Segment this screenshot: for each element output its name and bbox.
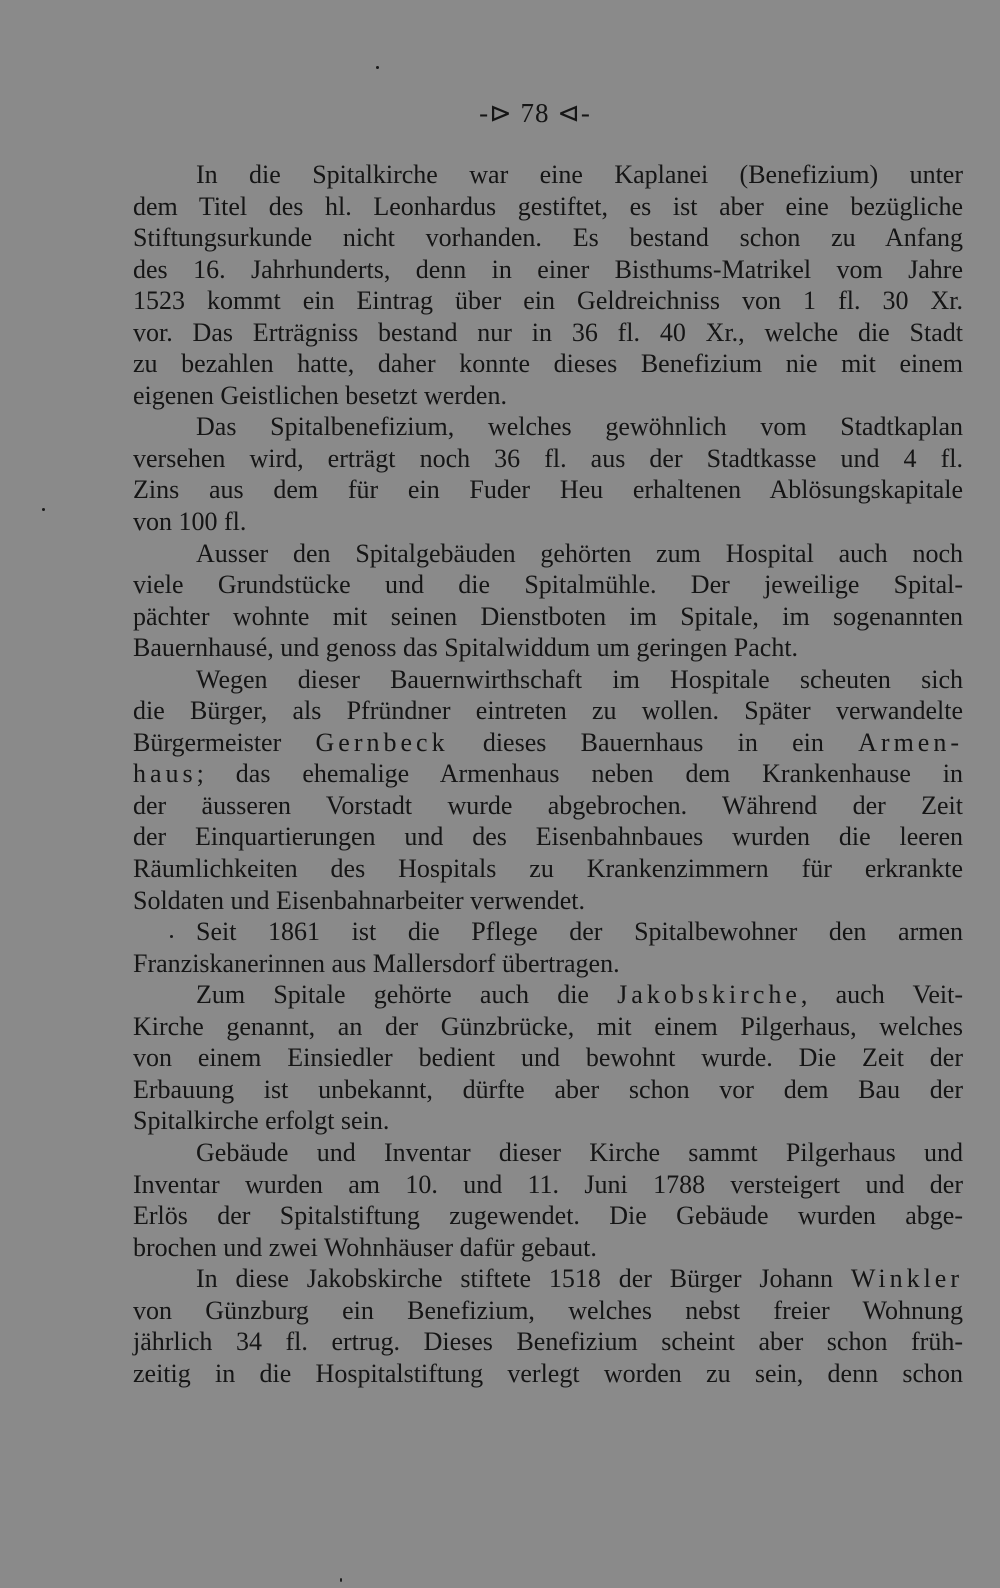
spaced-emphasis-text: Armen- [858,727,963,757]
text-line: vor. Das Erträgniss bestand nur in 36 fl. 40 Xr., welche die Stadt [133,317,963,347]
text-line: Seit 1861 ist die Pflege der Spitalbewohner den armen [196,917,963,947]
text-line: Ausser den Spitalgebäuden gehörten zum Hospital auch noch [196,538,963,568]
text-segment: Zum Spitale gehörte auch die [196,980,618,1010]
text-line: des 16. Jahrhunderts, denn in einer Bisthums-Matrikel vom Jahre [133,254,963,284]
text-line: Inventar wurden am 10. und 11. Juni 1788 versteigert und der [133,1169,963,1199]
scan-speck [376,66,379,69]
text-line: brochen und zwei Wohnhäuser dafür gebaut. [133,1232,597,1262]
scan-speck [42,508,45,511]
text-line: dem Titel des hl. Leonhardus gestiftet, es ist aber eine bezügliche [133,191,963,221]
text-line: Stiftungsurkunde nicht vorhanden. Es bestand schon zu Anfang [133,223,963,253]
spaced-emphasis-text: Gernbeck [315,727,449,757]
text-line: Spitalkirche erfolgt sein. [133,1106,390,1136]
text-line: Das Spitalbenefizium, welches gewöhnlich vom Stadtkaplan [196,412,963,442]
spaced-emphasis-text: Jakobskirche [617,980,801,1010]
text-line [133,979,963,1011]
text-line: jährlich 34 fl. ertrug. Dieses Benefizium scheint aber schon früh- [133,1327,963,1357]
text-line: Räumlichkeiten des Hospitals zu Krankenzimmern für erkrankte [133,854,963,884]
text-line: 1523 kommt ein Eintrag über ein Geldreichniss von 1 fl. 30 Xr. [133,286,963,316]
text-line: die Bürger, als Pfründner eintreten zu wollen. Später verwandelte [133,696,963,726]
page-number: -⊳ 78 ⊲- [479,98,591,128]
text-segment: , auch Veit- [800,980,963,1010]
spaced-emphasis-text: haus [133,759,197,789]
spaced-emphasis-text: Winkler [850,1264,963,1294]
text-line: Kirche genannt, an der Günzbrücke, mit einem Pilgerhaus, welches [133,1011,963,1041]
scan-speck [340,1578,342,1582]
text-segment: dieses Bauernhaus in ein [448,727,859,757]
text-line: zeitig in die Hospitalstiftung verlegt worden zu sein, denn schon [133,1358,963,1388]
text-line: eigenen Geistlichen besetzt werden. [133,380,507,410]
text-line: zu bezahlen hatte, daher konnte dieses Benefizium nie mit einem [133,349,963,379]
text-line: In die Spitalkirche war eine Kaplanei (Benefizium) unter [196,160,963,189]
text-line: Erlös der Spitalstiftung zugewendet. Die Gebäude wurden abge- [133,1201,963,1231]
text-line: von Günzburg ein Benefizium, welches nebst freier Wohnung [133,1295,963,1325]
text-line [133,758,963,790]
scan-speck [170,935,173,938]
text-segment: In diese Jakobskirche stiftete 1518 der Bürger Johann [196,1264,851,1294]
text-line: der Einquartierungen und des Eisenbahnbaues wurden die leeren [133,822,963,852]
text-line: Franziskanerinnen aus Mallersdorf übertragen. [133,948,620,978]
text-line [133,727,963,759]
text-line: Wegen dieser Bauernwirthschaft im Hospitale scheuten sich [196,664,963,694]
text-line: Gebäude und Inventar dieser Kirche sammt Pilgerhaus und [196,1137,963,1167]
text-line: pächter wohnte mit seinen Dienstboten im Spitale, im sogenannten [133,601,963,631]
text-line: der äusseren Vorstadt wurde abgebrochen. Während der Zeit [133,790,963,820]
text-line [133,1263,963,1295]
text-line: von einem Einsiedler bedient und bewohnt wurde. Die Zeit der [133,1043,963,1073]
text-line: von 100 fl. [133,507,247,537]
body-text [133,159,963,1389]
text-line: Zins aus dem für ein Fuder Heu erhaltenen Ablösungskapitale [133,475,963,505]
text-line: Soldaten und Eisenbahnarbeiter verwendet. [133,885,585,915]
text-segment: Bürgermeister [133,727,316,757]
text-line: versehen wird, erträgt noch 36 fl. aus der Stadtkasse und 4 fl. [133,443,963,473]
text-line: Bauernhausé, und genoss das Spitalwiddum um geringen Pacht. [133,633,799,663]
text-line: Erbauung ist unbekannt, dürfte aber schon vor dem Bau der [133,1074,963,1104]
text-line: viele Grundstücke und die Spitalmühle. Der jeweilige Spital- [133,570,963,600]
text-segment: ; das ehemalige Armenhaus neben dem Krankenhause in [196,759,963,789]
